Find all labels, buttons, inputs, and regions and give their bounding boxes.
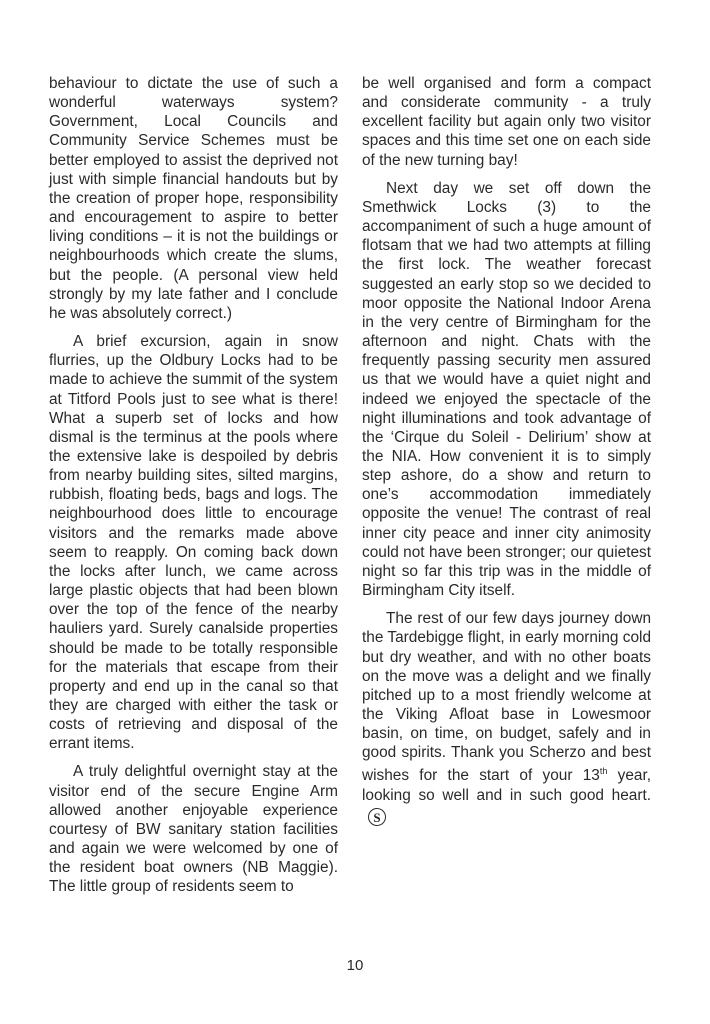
- paragraph: [362, 609, 651, 826]
- paragraph: A truly delightful overnight stay at the visitor end of the secure Engine Arm allowed another enjoyable experience courtesy of BW sanitary station facilities and again we were welcomed by one of the resident boat owners (NB Maggie). The little group of residents seem to: [49, 763, 338, 896]
- right-column: [362, 74, 651, 835]
- paragraph: A brief excursion, again in snow flurries, up the Oldbury Locks had to be made to achieve the summit of the system at Titford Pools just to see what is there! What a superb set of locks and how dismal is the terminus at the pools where the extensive lake is despoiled by debris from nearby building sites, silted margins, rubbish, floating beds, bags and logs. The neighbourhood does little to encourage visitors and the remarks made above seem to reapply. On coming back down the locks after lunch, we came across large plastic objects that had been blown over the top of the fence of the nearby hauliers yard. Surely canalside properties should be made to be totally responsible for the materials that escape from their property and end up in the canal so that they are charged with either the task or costs of retrieving and disposal of the errant items.: [49, 333, 338, 753]
- left-column: [49, 74, 338, 906]
- paragraph: behaviour to dictate the use of such a wonderful waterways system? Government, Local Councils and Community Service Schemes must be better employed to assist the deprived not just with simple financial handouts but by the creation of proper hope, responsibility and encouragement to aspire to better living conditions – it is not the buildings or neighbourhoods which create the slums, but the people. (A personal view held strongly by my late father and I conclude he was absolutely correct.): [49, 75, 338, 322]
- page-number: 10: [346, 957, 364, 974]
- scherzo-end-emblem-icon: S: [368, 808, 386, 826]
- ordinal-suffix: th: [599, 766, 608, 777]
- paragraph-text: The rest of our few days journey down the Tardebigge flight, in early morning cold but dry weather, and with no other boats on the move was a delight and we finally pitched up to a most friendly welcome at the Viking Afloat base in Lowesmoor basin, on time, on budget, safely and in good spirits. Thank you Scherzo and best wishes for the start of your 13: [362, 610, 651, 785]
- paragraph-text: year, looking so well and in such good heart.: [362, 767, 651, 804]
- paragraph: be well organised and form a compact and considerate community - a truly excellent facility but again only two visitor spaces and this time set one on each side of the new turning bay!: [362, 75, 651, 169]
- paragraph: Next day we set off down the Smethwick Locks (3) to the accompaniment of such a huge amount of flotsam that we had two attempts at filling the first lock. The weather forecast suggested an early stop so we decided to moor opposite the National Indoor Arena in the very centre of Birmingham for the afternoon and night. Chats with the frequently passing security men assured us that we would have a quiet night and indeed we enjoyed the spectacle of the night illuminations and took advantage of the ‘Cirque du Soleil - Delirium’ show at the NIA. How convenient it is to simply step ashore, do a show and return to one’s accommodation immediately opposite the venue! The contrast of real inner city peace and inner city animosity could not have been stronger; our quietest night so far this trip was in the middle of Birmingham City itself.: [362, 179, 651, 600]
